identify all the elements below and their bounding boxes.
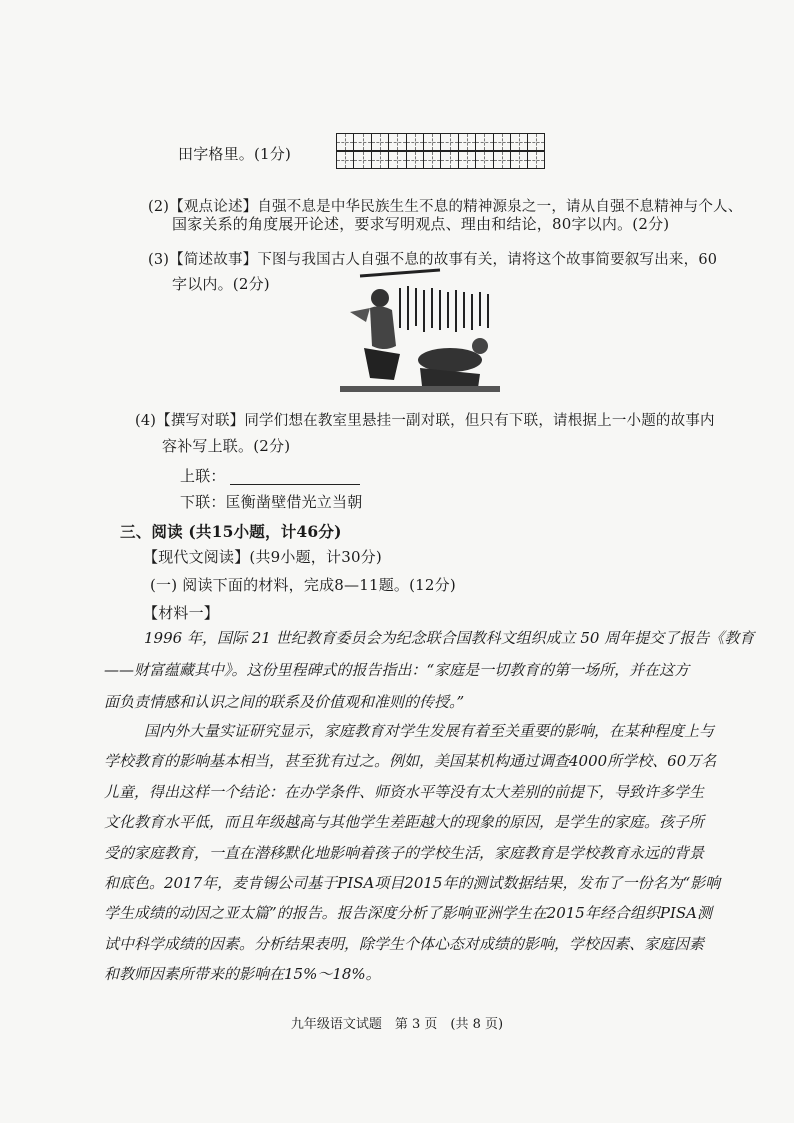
para2-line: 文化教育水平低，而且年级越高与其他学生差距越大的现象的原因，是学生的家庭。孩子所: [104, 813, 705, 832]
q4-line2: 容补写上联。(2分): [162, 437, 291, 455]
para2-line: 受的家庭教育，一直在潜移默化地影响着孩子的学校生活，家庭教育是学校教育永远的背景: [104, 843, 705, 862]
para2-line: 和底色。2017年，麦肯锡公司基于PISA项目2015年的测试数据结果，发布了一份名为“影响: [104, 874, 721, 893]
section-three-heading: 三、阅读 (共15小题，计46分): [120, 522, 342, 541]
q1-tail: 田字格里。(1分): [178, 145, 292, 163]
modern-reading-heading: 【现代文阅读】(共9小题，计30分): [143, 548, 382, 566]
q2-line1: (2)【观点论述】自强不息是中华民族生生不息的精神源泉之一，请从自强不息精神与个人、: [148, 199, 743, 215]
material-paragraph-2: [104, 716, 721, 990]
para2-line: 和教师因素所带来的影响在15%～18%。: [104, 965, 381, 984]
upper-couplet-blank[interactable]: [230, 470, 360, 485]
para1-line: ——财富蕴藏其中》。这份里程碑式的报告指出：“家庭是一切教育的第一场所，并在这方: [104, 661, 690, 679]
lower-couplet: 下联：匡衡凿壁借光立当朝: [180, 493, 363, 511]
para1-line: 面负责情感和认识之间的联系及价值观和准则的传授。”: [104, 693, 465, 711]
material-paragraph-1: [104, 622, 755, 718]
q3-line2: 字以内。(2分): [172, 275, 270, 293]
para2-line: 国内外大量实证研究显示，家庭教育对学生发展有着至关重要的影响，在某种程度上与: [144, 722, 715, 740]
para1-line: 1996 年，国际 21 世纪教育委员会为纪念联合国教科文组织成立 50 周年提交了报告《教育: [144, 629, 755, 647]
para2-line: 学校教育的影响基本相当，甚至犹有过之。例如，美国某机构通过调查4000所学校、60万名: [104, 752, 717, 771]
upper-couplet-label: 上联：: [180, 467, 226, 485]
kuangheng-illustration: [340, 268, 500, 396]
upper-couplet: [180, 465, 360, 486]
part-one-instruction: (一) 阅读下面的材料，完成8—11题。(12分): [150, 576, 456, 594]
tianzige-grid-bottom[interactable]: [336, 151, 545, 169]
para2-line: 儿童，得出这样一个结论：在办学条件、师资水平等没有太大差别的前提下，导致许多学生: [104, 782, 705, 801]
q4-line1: (4)【撰写对联】同学们想在教室里悬挂一副对联，但只有下联，请根据上一小题的故事内: [135, 413, 715, 429]
material-one-title: 【材料一】: [143, 604, 220, 622]
para2-line: 学生成绩的动因之亚太篇”的报告。报告深度分析了影响亚洲学生在2015年经合组织PISA测: [104, 904, 712, 923]
para2-line: 试中科学成绩的因素。分析结果表明，除学生个体心态对成绩的影响，学校因素、家庭因素: [104, 934, 705, 953]
q2-line2: 国家关系的角度展开论述，要求写明观点、理由和结论，80字以内。(2分): [172, 215, 670, 233]
page-footer: 九年级语文试题 第 3 页 (共 8 页): [290, 1017, 504, 1032]
tianzige-grid-top[interactable]: [336, 133, 545, 151]
q3-line1: (3)【简述故事】下图与我国古人自强不息的故事有关，请将这个故事简要叙写出来，60: [148, 252, 718, 268]
